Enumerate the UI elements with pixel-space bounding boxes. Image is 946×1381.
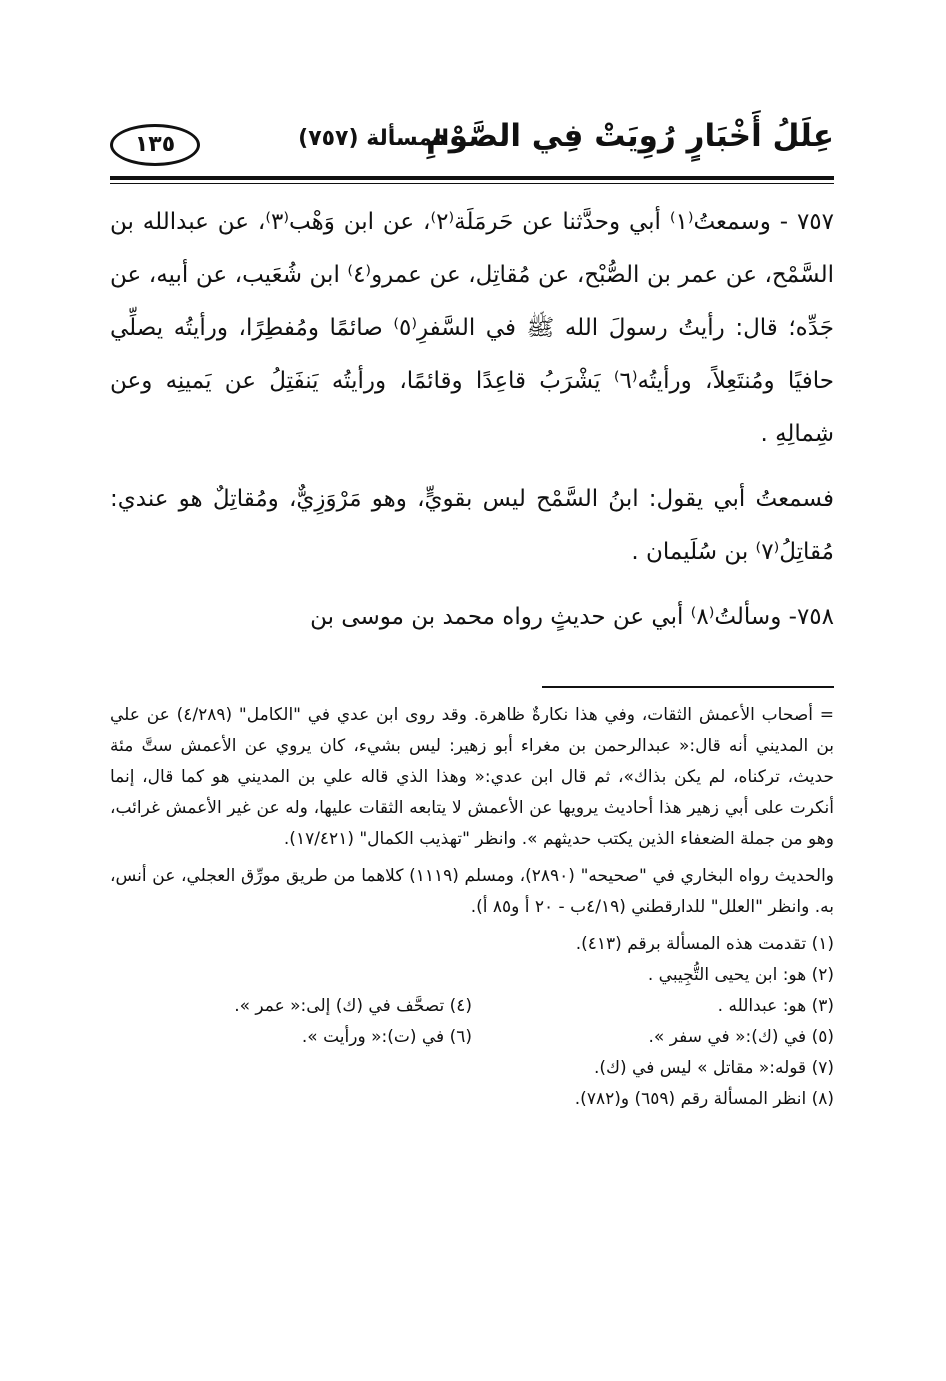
footnote-4: (٤) تصحَّف في (ك) إلى:« عمر ».: [234, 996, 472, 1016]
footnote-2: (٢) هو: ابن يحيى التُّجِيبي .: [647, 965, 834, 985]
header-rule-thin: [110, 183, 834, 184]
paragraph-757: ٧٥٧ - وسمعتُ⁽١⁾ أبي وحدَّثنا عن حَرمَلَة⁽٢⁾، عن ابن وَهْب⁽٣⁾، عن عبدالله بن السَّمْح، عن عمر بن الصُّبْح، عن مُقاتِل، عن عمرو⁽٤⁾ ابن شُعَيب، عن أبيه، عن جَدِّه؛ قال: رأيتُ رسولَ الله ﷺ في السَّفرِ⁽٥⁾ صائمًا ومُفطِرًا، ورأيتُه يصلِّي حافيًا ومُنتَعِلاً، ورأيتُه⁽٦⁾ يَشْرَبُ قاعِدًا وقائمًا، ورأيتُه يَنفَتِلُ عن يَمينِه وعن شِمالِهِ .: [110, 209, 834, 447]
footnote-7: (٧) قوله:« مقاتل » ليس في (ك).: [593, 1058, 834, 1078]
paragraph-758: ٧٥٨- وسألتُ⁽٨⁾ أبي عن حديثٍ رواه محمد بن موسى بن: [310, 604, 834, 630]
footnote-row: [110, 991, 834, 1022]
footnote-1: (١) تقدمت هذه المسألة برقم (٤١٣).: [575, 934, 834, 954]
issue-label: المسألة (٧٥٧): [298, 126, 449, 151]
footnote-row: [110, 1022, 834, 1053]
footnote-separator: [542, 686, 834, 688]
footnote-8: (٨) انظر المسألة رقم (٦٥٩) و(٧٨٢).: [574, 1089, 834, 1109]
running-title: عِلَلُ أَخْبَارٍ رُوِيَتْ فِي الصَّوْمِ: [426, 118, 834, 154]
page-number: ١٣٥: [110, 124, 200, 166]
page-header: [110, 112, 834, 176]
header-rule: [110, 176, 834, 180]
footnote-continuation: = أصحاب الأعمش الثقات، وفي هذا نكارةٌ ظاهرة. وقد روى ابن عدي في "الكامل" (٤/٢٨٩) عن علي بن المديني أنه قال:« عبدالرحمن بن مغراء أبو زهير: ليس بشيء، كان يروي عن الأعمش ستَّ مئة حديث، تركناه، لم يكن بذاك»، ثم قال ابن عدي:« وهذا الذي قاله علي بن المديني هو كما قال، إنما أنكرت على أبي زهير هذا أحاديث يرويها عن الأعمش لا يتابعه الثقات عليها، وله عن غير الأعمش غرائب، وهو من جملة الضعفاء الذين يكتب حديثهم ». وانظر "تهذيب الكمال" (١٧/٤٢١).: [110, 705, 834, 849]
footnote-list: [110, 929, 834, 1115]
main-text: [110, 196, 834, 656]
footnotes: [110, 700, 834, 1115]
footnote-6: (٦) في (ت):« ورأيت ».: [301, 1027, 472, 1047]
footnote-5: (٥) في (ك):« في سفر ».: [648, 1027, 834, 1047]
footnote-hadith-note: والحديث رواه البخاري في "صحيحه" (٢٨٩٠)، ومسلم (١١١٩) كلاهما من طريق مورِّق العجلي، عن أنس، به. وانظر "العلل" للدارقطني (٤/١٩ب - ٢٠ أ و٨٥ أ).: [110, 866, 834, 917]
paragraph-comment: فسمعتُ أبي يقول: ابنُ السَّمْح ليس بقويٍّ، وهو مَرْوَزِيٌّ، ومُقاتِلٌ هو عندي: مُقاتِلُ⁽٧⁾ بن سُلَيمان .: [110, 486, 834, 565]
footnote-3: (٣) هو: عبدالله .: [717, 996, 834, 1016]
